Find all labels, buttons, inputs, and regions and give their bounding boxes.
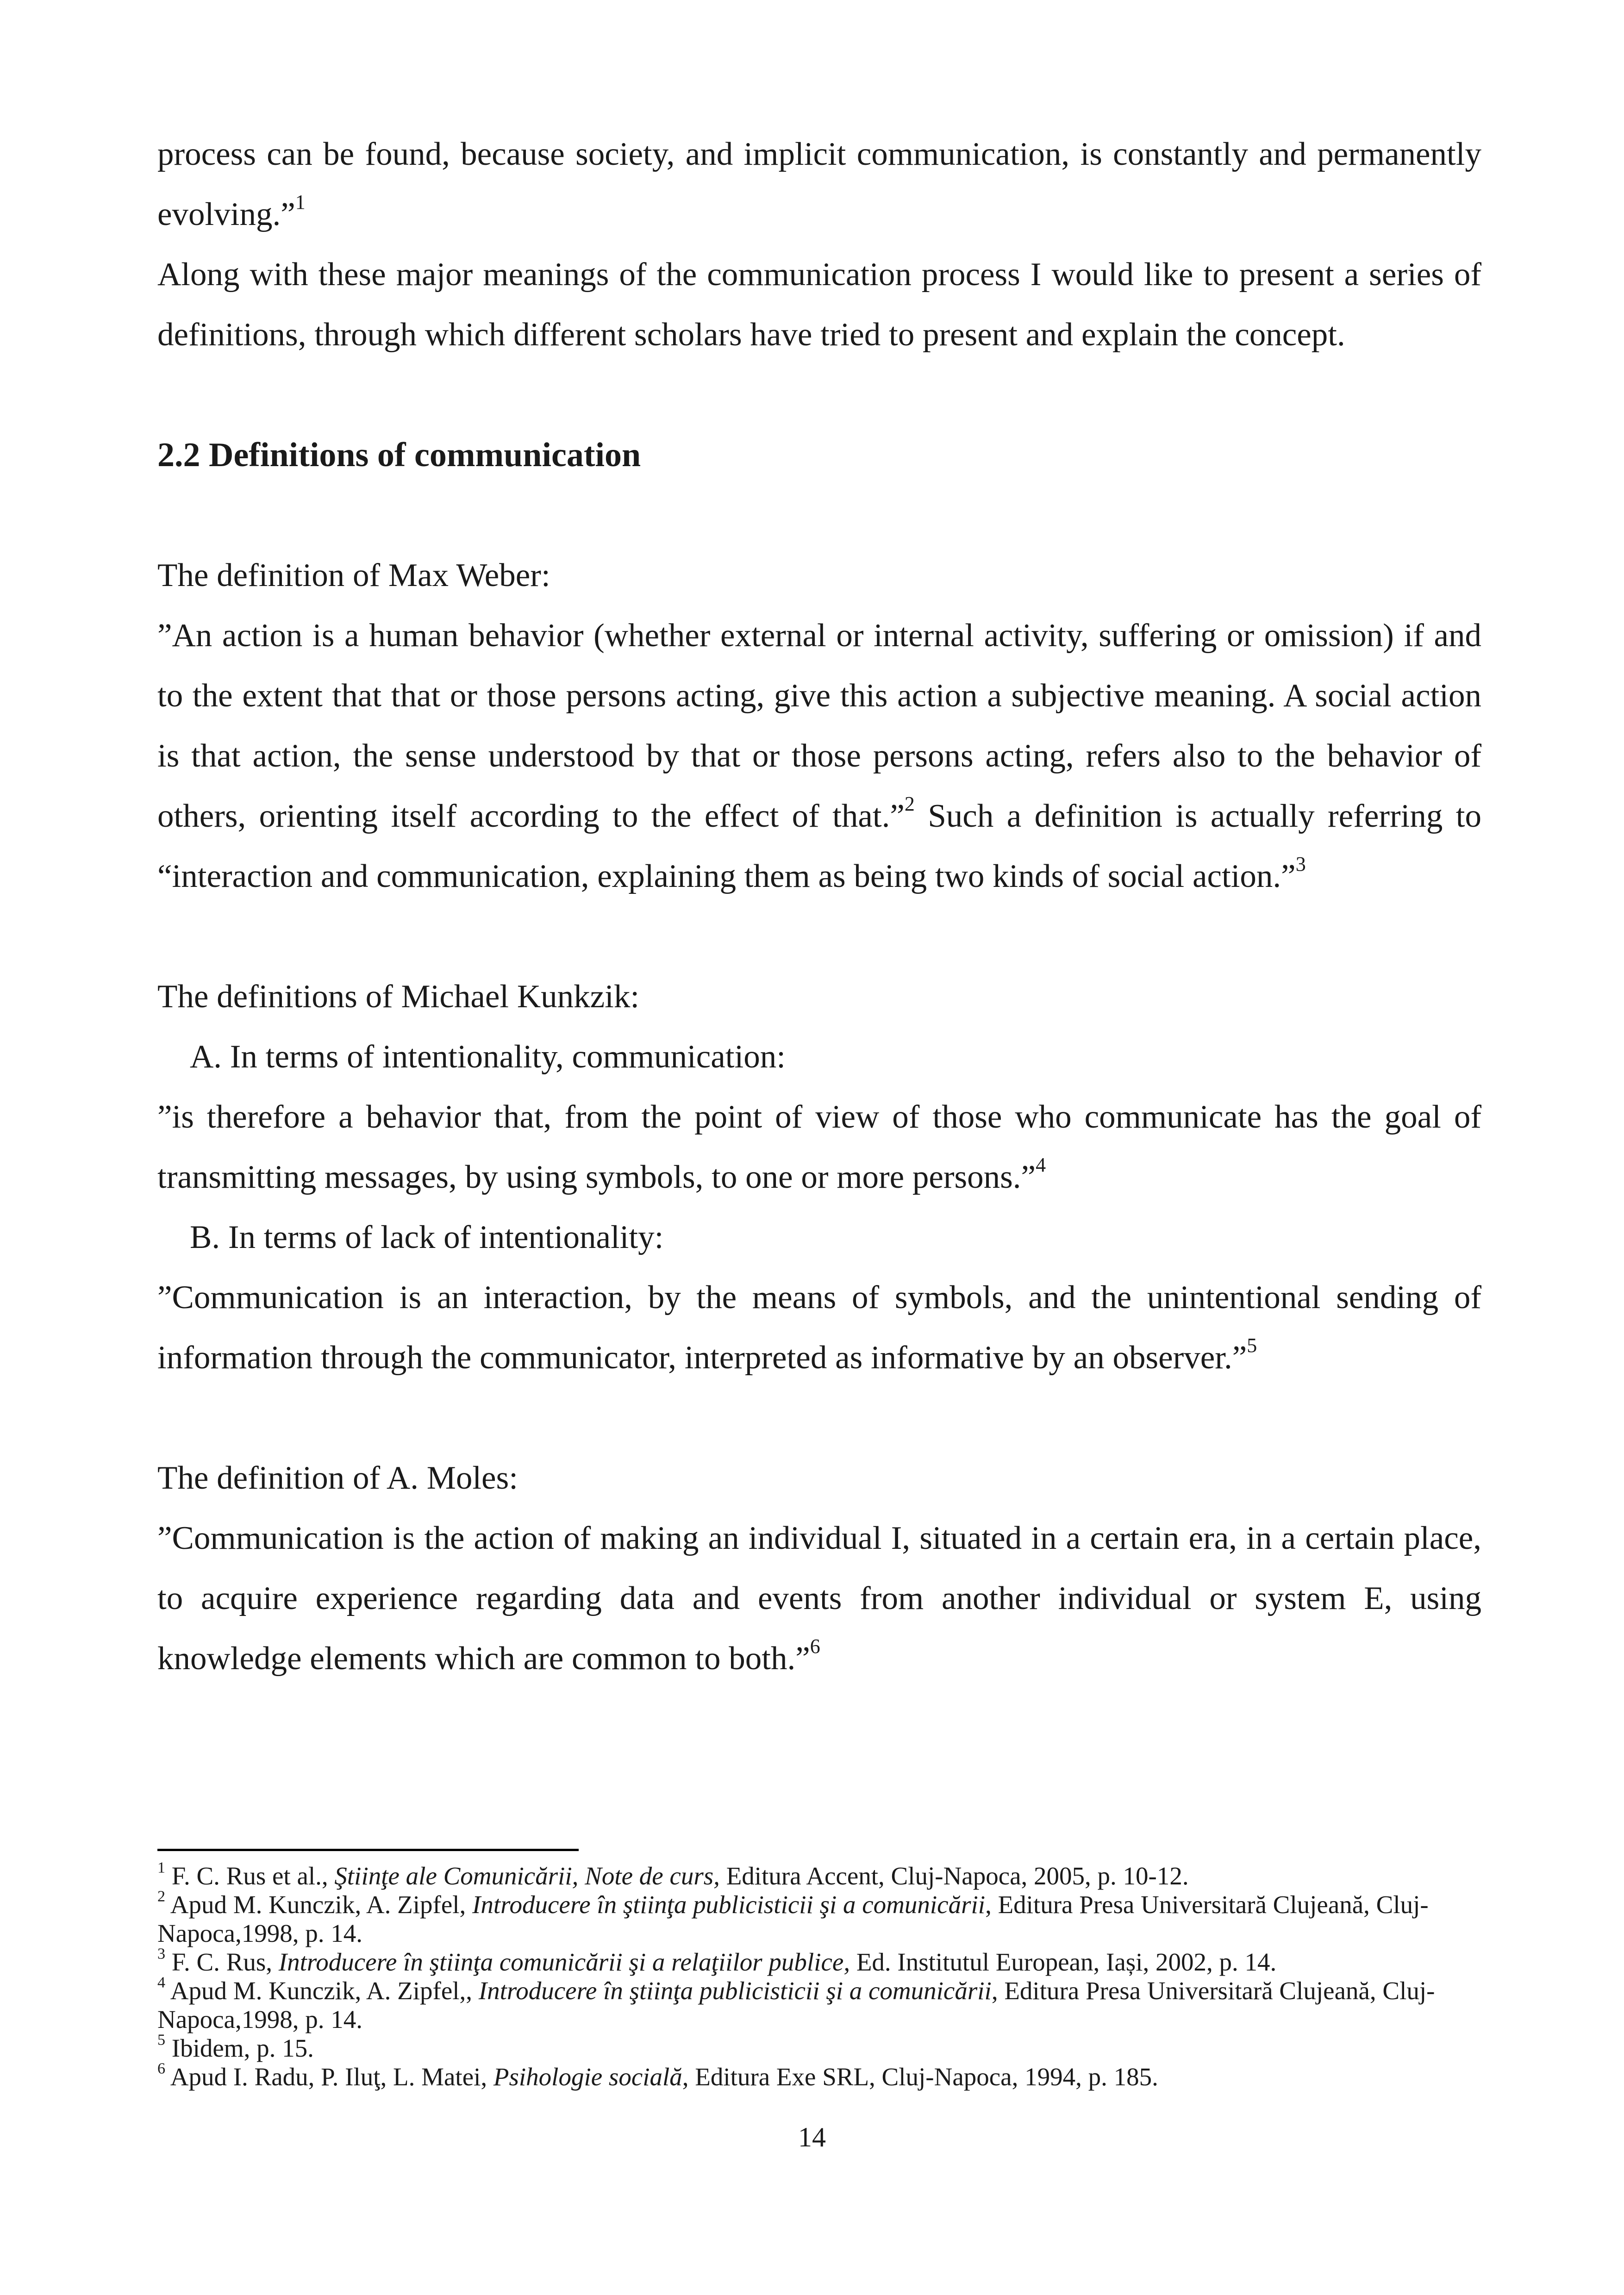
main-text <box>157 124 1481 1689</box>
footnote-text: Apud M. Kunczik, A. Zipfel, <box>170 1890 473 1919</box>
kunkzik-title: The definitions of Michael Kunkzik: <box>157 979 640 1015</box>
footnote-title: Introducere în ştiinţa publicisticii şi a comunicării <box>478 1977 992 2005</box>
paragraph-intro: Along with these major meanings of the communication process I would like to present a series of definitions, through which different scholars have tried to present and explain the concept. <box>157 256 1481 353</box>
footnote-text: Ibidem, p. 15. <box>171 2034 314 2062</box>
footnote <box>157 2060 1481 2091</box>
quote-text: ”is therefore a behavior that, from the point of view of those who communicate has the goal of transmitting messages, by using symbols, to one or more persons.” <box>157 1099 1481 1195</box>
footnote-text: , Editura Presa Universitară Clujeană, Cluj-Napoca,1998, p. 14. <box>157 1977 1435 2033</box>
quote-text: ”An action is a human behavior (whether external or internal activity, suffering or omission) if and to the extent that that or those persons acting, give this action a subjective meaning. A social action is that action, the sense understood by that or those persons acting, refers also to the behavior of others, orienting itself according to the effect of that.” <box>157 617 1481 834</box>
footnote <box>157 2031 1481 2063</box>
paragraph-continuation <box>157 124 1481 244</box>
footnote-number: 3 <box>157 1945 166 1963</box>
footnote <box>157 1974 1481 2034</box>
footnote-text: , Editura Presa Universitară Clujeană, Cluj-Napoca,1998, p. 14. <box>157 1890 1429 1947</box>
footnote-ref[interactable]: 6 <box>810 1634 820 1658</box>
footnote <box>157 1890 1481 1948</box>
footnote-separator <box>157 1849 579 1851</box>
weber-quote <box>157 605 1481 906</box>
section-heading: 2.2 Definitions of communication <box>157 436 641 474</box>
footnote-text: Apud M. Kunczik, A. Zipfel,, <box>170 1977 479 2005</box>
footnote-ref[interactable]: 1 <box>295 190 306 213</box>
footnote-text: F. C. Rus et al., <box>171 1862 335 1890</box>
footnote <box>157 1859 1481 1890</box>
kunkzik-quote-a <box>157 1087 1481 1207</box>
footnote-title: Introducere în ştiinţa comunicării şi a relaţiilor publice, <box>278 1948 850 1976</box>
footnote-number: 1 <box>157 1859 166 1877</box>
moles-quote <box>157 1508 1481 1689</box>
page-number: 14 <box>798 2122 826 2152</box>
weber-title: The definition of Max Weber: <box>157 557 550 593</box>
footnote-title: Introducere în ştiinţa publicisticii şi a comunicării <box>472 1890 986 1919</box>
footnote-text: Editura Accent, Cluj-Napoca, 2005, p. 10-12. <box>719 1862 1189 1890</box>
quote-text: ”Communication is an interaction, by the means of symbols, and the unintentional sending of information through the communicator, interpreted as informative by an observer.” <box>157 1279 1481 1376</box>
footnotes <box>157 1859 1481 2091</box>
footnote-ref[interactable]: 3 <box>1295 852 1306 875</box>
footnote-number: 2 <box>157 1888 166 1905</box>
footnote-number: 6 <box>157 2060 166 2077</box>
footnote-number: 5 <box>157 2031 166 2049</box>
list-item-b: B. In terms of lack of intentionality: <box>190 1219 664 1255</box>
footnote-ref[interactable]: 2 <box>904 792 915 815</box>
moles-title: The definition of A. Moles: <box>157 1460 518 1496</box>
footnote-text: Apud I. Radu, P. Iluţ, L. Matei, <box>170 2063 493 2091</box>
paragraph-text: process can be found, because society, and implicit communication, is constantly and permanently evolving.” <box>157 136 1481 232</box>
footnote-title: Ştiinţe ale Comunicării, Note de curs, <box>334 1862 720 1890</box>
footnote-number: 4 <box>157 1974 166 1991</box>
quote-text: ”Communication is the action of making an individual I, situated in a certain era, in a certain place, to acquire experience regarding data and events from another individual or system E, using knowledge elements which are common to both.” <box>157 1520 1481 1677</box>
kunkzik-quote-b <box>157 1267 1481 1388</box>
footnote-ref[interactable]: 5 <box>1247 1334 1257 1357</box>
footnote-text: , Editura Exe SRL, Cluj-Napoca, 1994, p. 185. <box>682 2063 1158 2091</box>
commentary-text: Such a definition is actually referring to “interaction and communication, explaining them as being two kinds of social action.” <box>157 798 1481 894</box>
footnote-ref[interactable]: 4 <box>1036 1153 1046 1176</box>
list-item-a: A. In terms of intentionality, communication: <box>190 1039 786 1075</box>
footnote-text: Ed. Institutul European, Iași, 2002, p. 14. <box>850 1948 1277 1976</box>
footnote <box>157 1945 1481 1977</box>
footnote-text: F. C. Rus, <box>171 1948 279 1976</box>
footnote-title: Psihologie socială <box>493 2063 682 2091</box>
